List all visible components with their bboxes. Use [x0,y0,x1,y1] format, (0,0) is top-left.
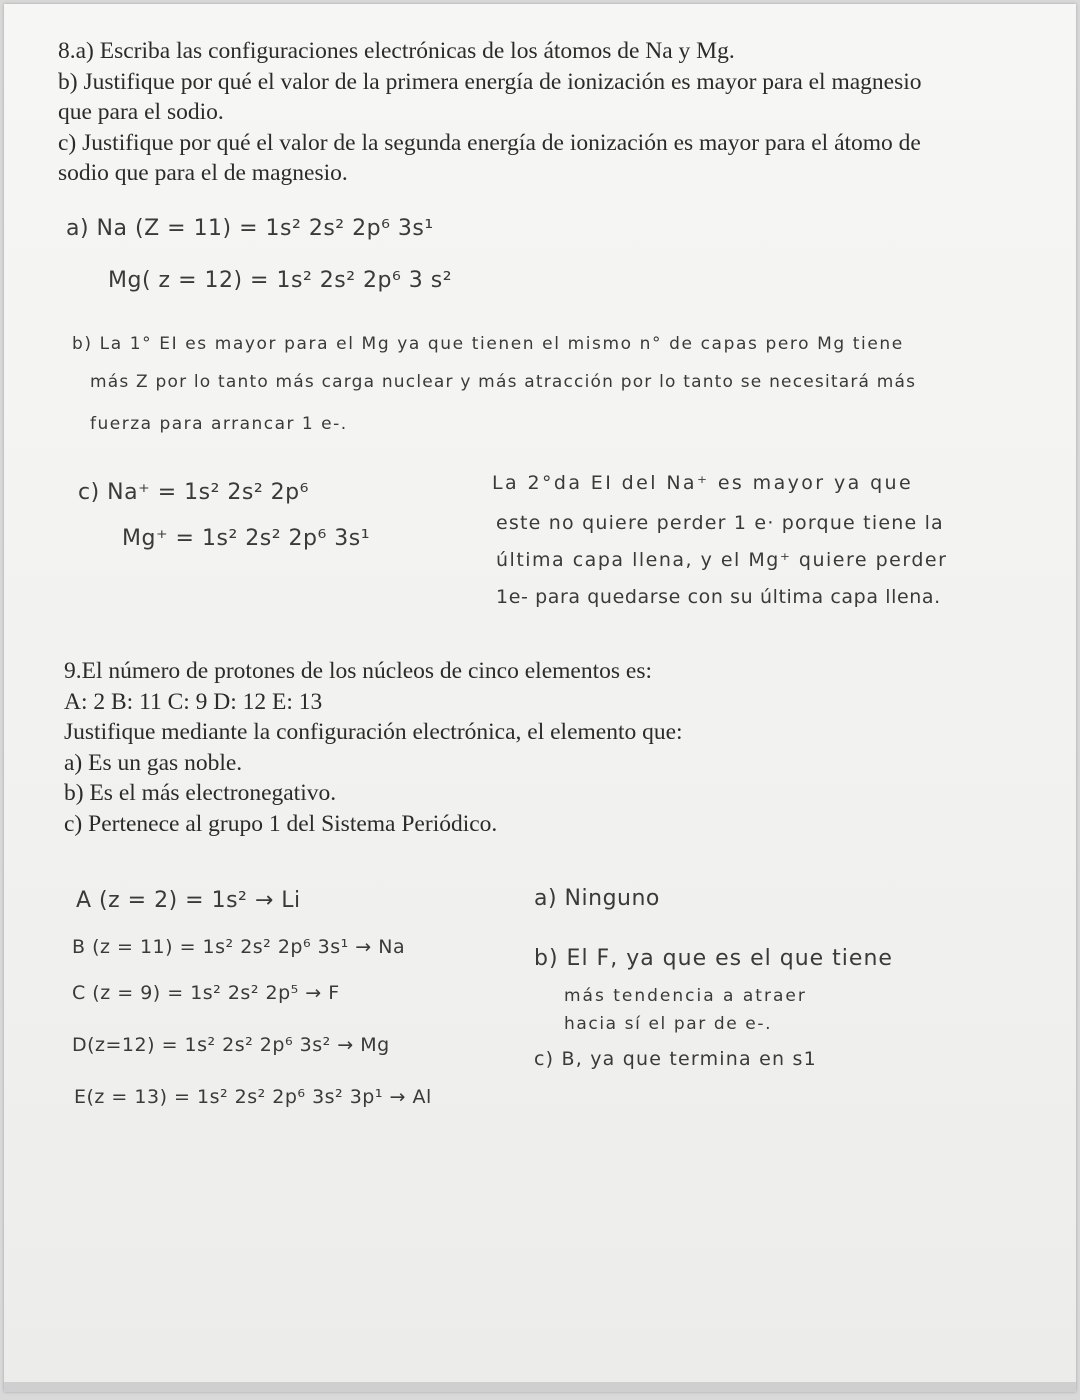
q9-config-c: C (z = 9) = 1s² 2s² 2p⁵ → F [72,982,340,1004]
q9-line: b) Es el más electronegativo. [64,780,337,806]
q9-line: c) Pertenece al grupo 1 del Sistema Periódico. [64,810,498,837]
page-bottom-edge [4,1382,1076,1392]
q8-answer-a-mg: Mg( z = 12) = 1s² 2s² 2p⁶ 3 s² [108,268,453,293]
q9-line: 9.El número de protones de los núcleos de cinco elementos es: [64,658,652,684]
q8-answer-c-text: 1e- para quedarse con su última capa llena. [496,586,941,608]
q8-answer-c-na: c) Na⁺ = 1s² 2s² 2p⁶ [78,480,309,505]
q8-line: c) Justifique por qué el valor de la segunda energía de ionización es mayor para el átomo de [58,129,921,156]
q8-answer-b-line: fuerza para arrancar 1 e-. [90,414,348,434]
q9-answer-c: c) B, ya que termina en s1 [534,1048,817,1070]
q9-config-e: E(z = 13) = 1s² 2s² 2p⁶ 3s² 3p¹ → Al [74,1086,432,1108]
q9-line: A: 2 B: 11 C: 9 D: 12 E: 13 [64,688,323,715]
q8-statement [58,36,922,189]
q8-line: sodio que para el de magnesio. [58,160,348,186]
q9-line: Justifique mediante la configuración electrónica, el elemento que: [64,719,683,745]
q8-line: 8.a) Escriba las configuraciones electrónicas de los átomos de Na y Mg. [58,38,735,64]
q8-answer-c-text: La 2°da EI del Na⁺ es mayor ya que [492,472,914,494]
q8-line: b) Justifique por qué el valor de la primera energía de ionización es mayor para el magnesio [58,68,922,95]
q9-answer-b-line: hacia sí el par de e-. [564,1014,773,1034]
q9-config-a: A (z = 2) = 1s² → Li [76,888,301,913]
q8-answer-a-na: a) Na (Z = 11) = 1s² 2s² 2p⁶ 3s¹ [66,216,434,241]
q9-answer-b-line: más tendencia a atraer [564,986,807,1006]
q9-answer-b-line: b) El F, ya que es el que tiene [534,946,893,971]
q8-answer-b-line: b) La 1° EI es mayor para el Mg ya que tienen el mismo n° de capas pero Mg tiene [72,334,904,354]
q9-config-d: D(z=12) = 1s² 2s² 2p⁶ 3s² → Mg [72,1034,390,1056]
q8-answer-b-line: más Z por lo tanto más carga nuclear y más atracción por lo tanto se necesitará más [90,372,917,392]
q8-answer-c-mg: Mg⁺ = 1s² 2s² 2p⁶ 3s¹ [122,526,371,551]
q8-answer-c-text: este no quiere perder 1 e· porque tiene la [496,512,944,534]
q9-config-b: B (z = 11) = 1s² 2s² 2p⁶ 3s¹ → Na [72,936,406,958]
q8-line: que para el sodio. [58,99,224,125]
q9-line: a) Es un gas noble. [64,749,243,776]
q8-answer-c-text: última capa llena, y el Mg⁺ quiere perder [496,549,948,571]
worksheet-page [4,4,1076,1392]
q9-answer-a: a) Ninguno [534,886,660,911]
q9-statement [64,656,683,839]
